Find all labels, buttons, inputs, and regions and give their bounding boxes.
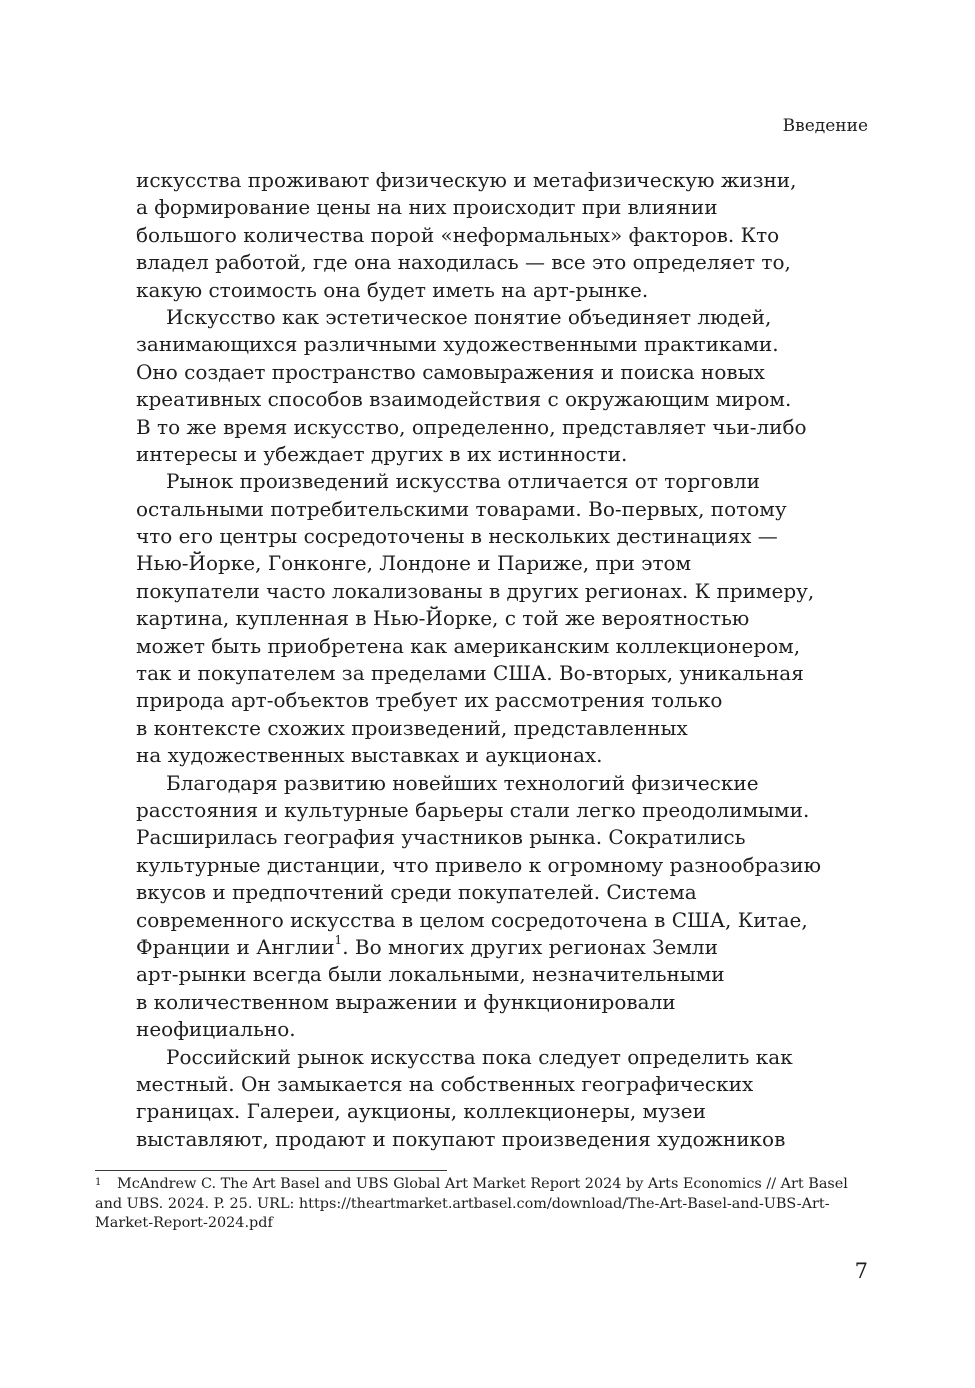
text-segment: Франции и Англии xyxy=(136,934,335,959)
text-line: так и покупателем за пределами США. Во-вторых, уникальная xyxy=(136,661,804,686)
footnote-line xyxy=(95,1175,870,1195)
text-segment: . Во многих других регионах Земли xyxy=(342,934,718,959)
text-line: Расширилась география участников рынка. Сократились xyxy=(136,825,746,850)
text-line: картина, купленная в Нью-Йорке, с той же вероятностью xyxy=(136,606,750,631)
text-line: покупатели часто локализованы в других регионах. К примеру, xyxy=(136,578,815,603)
text-line: Благодаря развитию новейших технологий физические xyxy=(166,770,759,795)
footnote xyxy=(95,1175,870,1234)
footnote-mark: 1 xyxy=(95,1177,102,1188)
text-line: вкусов и предпочтений среди покупателей. Система xyxy=(136,880,697,905)
footnote-text: McAndrew C. The Art Basel and UBS Global Art Market Report 2024 by Arts Economics // Art Basel xyxy=(117,1176,848,1192)
text-line: выставляют, продают и покупают произведения художников xyxy=(136,1126,786,1151)
text-line: Рынок произведений искусства отличается от торговли xyxy=(166,469,760,494)
text-line: владел работой, где она находилась — все это определяет то, xyxy=(136,250,791,275)
text-line: культурные дистанции, что привело к огромному разнообразию xyxy=(136,852,821,877)
footnote-line[interactable]: and UBS. 2024. P. 25. URL: https://theartmarket.artbasel.com/download/The-Art-Basel-and-UBS-Art- xyxy=(95,1195,830,1212)
text-line: искусства проживают физическую и метафизическую жизни, xyxy=(136,168,797,192)
text-line: Искусство как эстетическое понятие объединяет людей, xyxy=(166,304,772,329)
text-line: Нью-Йорке, Гонконге, Лондоне и Париже, при этом xyxy=(136,551,692,576)
text-line: креативных способов взаимодействия с окружающим миром. xyxy=(136,387,792,412)
text-line: местный. Он замыкается на собственных географических xyxy=(136,1071,754,1096)
text-line: может быть приобретена как американским коллекционером, xyxy=(136,633,801,658)
text-line: В то же время искусство, определенно, представляет чьи-либо xyxy=(136,414,807,439)
text-line: занимающихся различными художественными практиками. xyxy=(136,332,779,357)
paragraph-3 xyxy=(136,468,856,769)
paragraph-1 xyxy=(136,167,856,304)
footnote-divider xyxy=(95,1170,447,1171)
text-line: интересы и убеждает других в их истинности. xyxy=(136,441,628,466)
text-line: на художественных выставках и аукционах. xyxy=(136,743,603,768)
text-line: а формирование цены на них происходит при влиянии xyxy=(136,195,718,220)
text-line: что его центры сосредоточены в нескольких дестинациях — xyxy=(136,524,778,549)
text-line: неофициально. xyxy=(136,1017,296,1042)
text-line: большого количества порой «неформальных» факторов. Кто xyxy=(136,222,780,247)
footnote-line[interactable]: Market-Report-2024.pdf xyxy=(95,1215,273,1231)
page-number: 7 xyxy=(854,1259,868,1283)
paragraph-2 xyxy=(136,304,856,468)
text-line: Оно создает пространство самовыражения и поиска новых xyxy=(136,359,765,384)
paragraph-5 xyxy=(136,1044,856,1154)
paragraph-4 xyxy=(136,770,856,1044)
body-text xyxy=(136,167,856,1153)
running-head: Введение xyxy=(782,116,868,136)
text-line: остальными потребительскими товарами. Во-первых, потому xyxy=(136,496,787,521)
text-line: расстояния и культурные барьеры стали легко преодолимыми. xyxy=(136,797,810,822)
text-line: природа арт-объектов требует их рассмотрения только xyxy=(136,688,723,713)
footnote-reference[interactable]: 1 xyxy=(334,933,343,948)
text-line: какую стоимость она будет иметь на арт-рынке. xyxy=(136,277,649,302)
text-line: в контексте схожих произведений, представленных xyxy=(136,715,688,740)
text-line: Российский рынок искусства пока следует определить как xyxy=(166,1044,793,1069)
text-line: границах. Галереи, аукционы, коллекционеры, музеи xyxy=(136,1099,706,1124)
text-line: современного искусства в целом сосредоточена в США, Китае, xyxy=(136,907,808,932)
text-line: арт-рынки всегда были локальными, незначительными xyxy=(136,962,725,987)
text-line-with-footnote xyxy=(136,934,856,961)
text-line: в количественном выражении и функционировали xyxy=(136,989,676,1014)
